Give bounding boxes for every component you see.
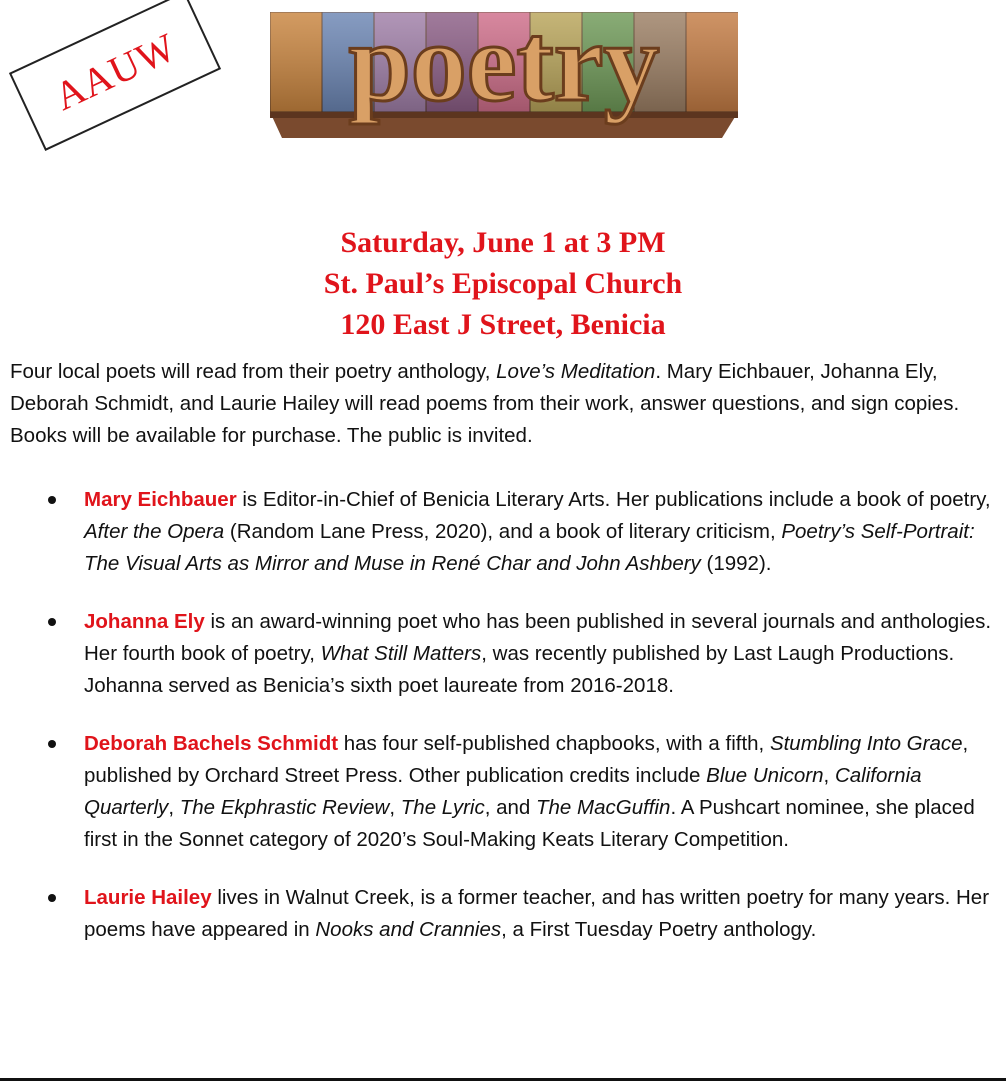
intro-paragraph: Four local poets will read from their poetry anthology, Love’s Meditation. Mary Eichbauer, Johanna Ely, Deborah Schmidt, and Laurie Hailey will read poems from their work, answer questions, and sign copies. Books will be available for purchase. The public is invited.	[10, 360, 960, 447]
event-date: Saturday, June 1 at 3 PM	[340, 226, 666, 259]
poet-name: Johanna Ely	[84, 610, 205, 633]
bio-mary-eichbauer: Mary Eichbauer is Editor-in-Chief of Benicia Literary Arts. Her publications include a book of poetry, After the Opera (Random Lane Press, 2020), and a book of literary criticism, Poetry’s Self-Portrait: The Visual Arts as Mirror and Muse in René Char and John Ashbery (1992).	[0, 484, 1006, 580]
bio-laurie-hailey: Laurie Hailey lives in Walnut Creek, is a former teacher, and has written poetry for many years. Her poems have appeared in Nooks and Crannies, a First Tuesday Poetry anthology.	[0, 882, 1006, 946]
event-details	[0, 222, 1006, 345]
aauw-stamp	[9, 0, 221, 151]
bottom-rule	[0, 1078, 1006, 1081]
poetry-banner	[270, 12, 738, 142]
poet-bios-list	[0, 484, 1006, 972]
anthology-title: Love’s Meditation	[496, 360, 656, 383]
event-venue: St. Paul’s Episcopal Church	[323, 267, 683, 300]
stamp-text: AAUW	[47, 23, 183, 119]
poet-name: Mary Eichbauer	[84, 488, 237, 511]
bio-johanna-ely: Johanna Ely is an award-winning poet who has been published in several journals and anthologies. Her fourth book of poetry, What Still Matters, was recently published by Last Laugh Productions. Johanna served as Benicia’s sixth poet laureate from 2016-2018.	[0, 606, 1006, 702]
letterpress-blocks-image	[270, 12, 738, 142]
bio-deborah-bachels-schmidt: Deborah Bachels Schmidt has four self-published chapbooks, with a fifth, Stumbling Into Grace, published by Orchard Street Press. Other publication credits include Blue Unicorn, California Quarterly, The Ekphrastic Review, The Lyric, and The MacGuffin. A Pushcart nominee, she placed first in the Sonnet category of 2020’s Soul-Making Keats Literary Competition.	[0, 728, 1006, 856]
event-address: 120 East J Street, Benicia	[340, 308, 666, 341]
poet-name: Deborah Bachels Schmidt	[84, 732, 339, 755]
poet-name: Laurie Hailey	[84, 886, 212, 909]
poetry-word: poetry	[348, 12, 660, 125]
